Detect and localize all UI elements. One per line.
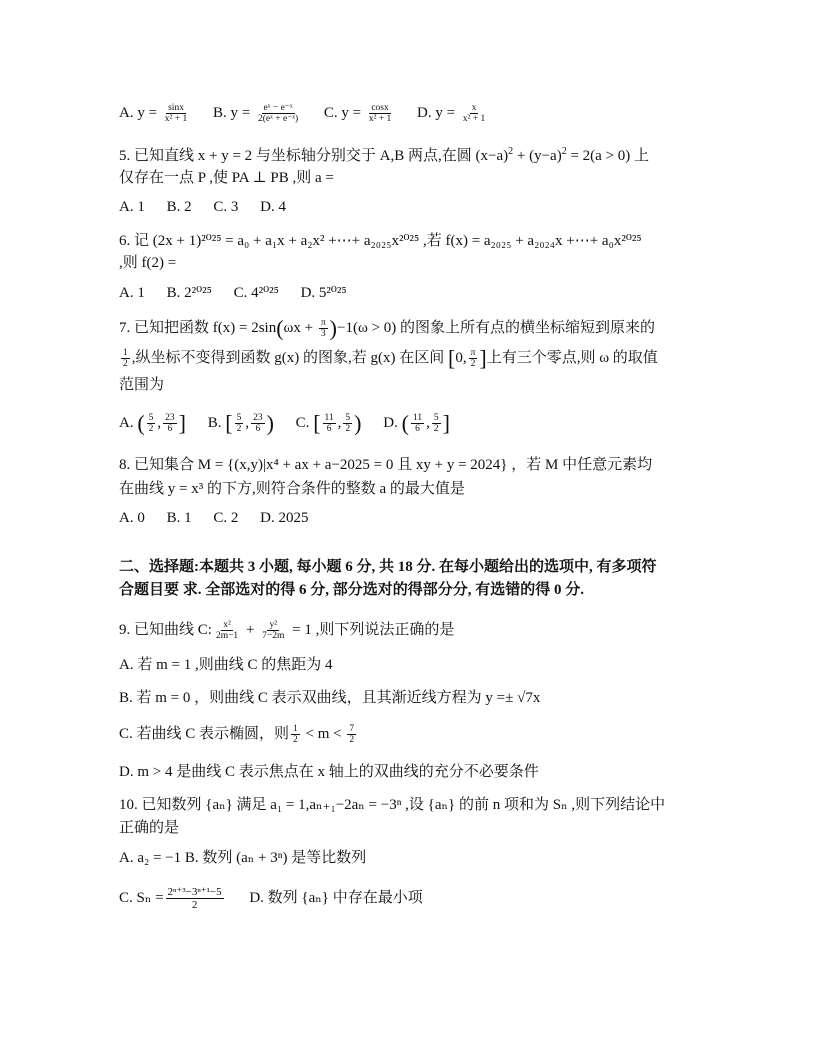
q9-text-a: 9. 已知曲线 C:	[119, 622, 212, 638]
q4-c-den: x² + 1	[368, 114, 392, 125]
q7-interval-num: π	[470, 348, 476, 359]
q7-d-f1n: 11	[412, 413, 423, 424]
q7-b-f2d: 6	[255, 424, 261, 435]
q7-c-f1n: 11	[324, 413, 334, 424]
q7-d-lbr: (	[401, 410, 409, 436]
q5-text-c: = 2(a > 0) 上	[566, 148, 650, 164]
q6-option-c: C. 4²⁰²⁵	[233, 285, 279, 301]
q9-c-mid: < m <	[301, 726, 346, 742]
q7-b-rbr: )	[266, 410, 274, 436]
q6-stem-line2: ,则 f(2) =	[119, 255, 177, 271]
q7-interval-right: ]	[479, 345, 487, 371]
q9-c-f1n: 1	[293, 724, 298, 735]
q9-frac-y-den: 7−2m	[262, 631, 285, 642]
q9-option-c	[119, 724, 358, 745]
q9-frac-y-num: y²	[269, 620, 278, 631]
q8-stem-line1: 8. 已知集合 M = {(x,y)|x⁴ + ax + a−2025 = 0 且 xy + y = 2024} ，若 M 中任意元素均	[119, 457, 653, 473]
q7-option-d: D. ( $\frac{11}{6}$ , $\frac{5}{2}$ ]	[383, 410, 450, 436]
q4-a-den: x² + 1	[164, 114, 188, 125]
q8-stem-line2: 在曲线 y = x³ 的下方,则符合条件的整数 a 的最大值是	[119, 481, 465, 497]
q4-options	[119, 103, 507, 124]
q7-half	[121, 348, 130, 369]
q6-options	[119, 283, 365, 303]
q7-b-f1d: 2	[236, 424, 242, 435]
q9-c-f2d: 2	[349, 735, 355, 746]
q7-a-f2	[163, 413, 177, 434]
section2-heading-line2: 合题目要 求. 全部选对的得 6 分, 部分选对的得部分分, 有选错的得 0 分.	[119, 582, 585, 598]
q7-option-b: B. [ $\frac{5}{2}$ , $\frac{23}{6}$ )	[207, 410, 274, 436]
q4-b-den: 2(eˣ + e⁻ˣ)	[257, 114, 299, 125]
q7-text-b: −1(ω > 0) 的图象上所有点的横坐标缩短到原来的	[337, 320, 656, 336]
q5-exp1: 2	[508, 146, 514, 157]
q7-c-f2n: 5	[345, 413, 351, 424]
q7-half-den: 2	[123, 359, 128, 370]
q7-a-f2n: 23	[165, 413, 175, 424]
q9-frac-x	[214, 620, 240, 641]
q6-option-b: B. 2²⁰²⁵	[166, 285, 212, 301]
q4-b-num: eˣ − e⁻ˣ	[263, 103, 293, 114]
q7-a-rbr: ]	[178, 410, 186, 436]
q9-text-b: = 1 ,则下列说法正确的是	[288, 622, 455, 638]
q7-c-f2d: 2	[345, 424, 351, 435]
q7-a-f2d: 6	[167, 424, 173, 435]
q9-frac-y	[260, 620, 286, 641]
q5-exp2: 2	[561, 146, 567, 157]
q9-frac-x-den: 2m−1	[215, 631, 239, 642]
q7-b-label: B.	[207, 415, 222, 431]
q8-options	[119, 508, 326, 528]
q10-stem-line1: 10. 已知数列 {aₙ} 满足 a₁ = 1,aₙ₊₁−2aₙ = −3ⁿ ,设 {aₙ} 的前 n 项和为 Sₙ ,则下列结论中	[119, 797, 666, 813]
q4-a-num: sinx	[168, 103, 184, 114]
q9-stem	[119, 620, 454, 641]
q7-text-d: 上有三个零点,则 ω 的取值	[486, 350, 658, 366]
q4-option-a	[119, 103, 195, 125]
q10-c-label: C. Sₙ =	[119, 889, 164, 906]
q4-option-b	[213, 103, 306, 125]
q9-option-d: D. m > 4 是曲线 C 表示焦点在 x 轴上的双曲线的充分不必要条件	[119, 764, 539, 780]
q7-d-rbr: ]	[442, 410, 450, 436]
q4-a-label: A. y =	[119, 105, 158, 121]
q4-b-label: B. y =	[213, 105, 251, 121]
q7-c-f2	[343, 413, 352, 434]
q7-text-a: 7. 已知把函数 f(x) = 2sin	[119, 320, 277, 336]
q9-c-f2	[347, 724, 356, 745]
q7-d-f2d: 2	[433, 424, 439, 435]
q9-c-f1d: 2	[293, 735, 298, 746]
q7-b-f1n: 5	[236, 413, 242, 424]
q10-stem-line2: 正确的是	[119, 820, 180, 836]
q7-c-f1d: 6	[326, 424, 332, 435]
q7-stem-line1	[119, 315, 656, 341]
q7-paren-right: )	[329, 315, 337, 341]
q7-c-label: C.	[295, 415, 310, 431]
q7-option-c: C. [ $\frac{11}{6}$ , $\frac{5}{2}$ )	[295, 410, 362, 436]
q7-interval-left: [	[447, 345, 456, 371]
q4-c-label: C. y =	[323, 105, 362, 121]
q7-a-f1	[147, 413, 156, 434]
q7-a-f1d: 2	[148, 424, 154, 435]
q7-interval-zero: 0,	[455, 350, 467, 366]
q9-c-text: C. 若曲线 C 表示椭圆，则	[119, 726, 290, 742]
q7-a-f1n: 5	[148, 413, 154, 424]
q6-stem-line1: 6. 记 (2x + 1)²⁰²⁵ = a₀ + a₁x + a₂x² +⋯+ a₂₀₂₅x²⁰²⁵ ,若 f(x) = a₂₀₂₅ + a₂₀₂₄x +⋯+ a₀x²⁰²⁵	[119, 233, 642, 249]
q8-option-d: D. 2025	[260, 510, 309, 526]
q7-c-lbr: [	[313, 410, 321, 436]
q4-d-num: x	[471, 103, 477, 114]
q7-b-lbr: [	[225, 410, 233, 436]
q7-half-num: 1	[123, 348, 128, 359]
q8-option-c: C. 2	[213, 510, 239, 526]
q7-d-f2	[432, 413, 441, 434]
q6-option-a: A. 1	[119, 285, 145, 301]
q9-option-a: A. 若 m = 1 ,则曲线 C 的焦距为 4	[119, 657, 333, 673]
q7-d-f1d: 6	[415, 424, 420, 435]
q5-stem-line2: 仅存在一点 P ,使 PA ⊥ PB ,则 a =	[119, 170, 334, 186]
q7-paren-left: (	[276, 315, 284, 341]
section2-heading-line1: 二、选择题:本题共 3 小题, 每小题 6 分, 共 18 分. 在每小题给出的选项中, 有多项符	[119, 559, 657, 575]
q7-interval-frac	[469, 348, 478, 369]
q4-c-fraction	[367, 103, 393, 124]
q10-c-fraction	[166, 886, 224, 911]
q4-d-label: D. y =	[417, 105, 456, 121]
q7-a-lbr: (	[137, 410, 145, 436]
q7-b-f2n: 23	[253, 413, 263, 424]
q9-option-b: B. 若 m = 0 ，则曲线 C 表示双曲线，且其渐近线方程为 y =± √7x	[119, 690, 541, 706]
q7-options	[119, 410, 468, 436]
q5-text-a: 5. 已知直线 x + y = 2 与坐标轴分别交于 A,B 两点,在圆 (x−a)	[119, 148, 509, 164]
q4-a-fraction	[163, 103, 189, 124]
q7-stem-line3: 范围为	[119, 377, 165, 393]
q5-option-b: B. 2	[166, 199, 192, 215]
q7-d-label: D.	[383, 415, 398, 431]
q10-c-den: 2	[191, 899, 198, 911]
q5-options	[119, 197, 304, 217]
q5-option-d: D. 4	[260, 199, 286, 215]
q10-options-ab: A. a₂ = −1 B. 数列 (aₙ + 3ⁿ) 是等比数列	[119, 850, 367, 866]
q7-text-c: ,纵坐标不变得到函数 g(x) 的图象,若 g(x) 在区间	[131, 350, 445, 366]
q7-d-f2n: 5	[433, 413, 439, 424]
q4-option-c	[323, 103, 399, 125]
q7-paren-inner: ωx +	[283, 320, 317, 336]
q5-text-b: + (y−a)	[513, 148, 562, 164]
q10-options-cd	[119, 886, 423, 911]
q5-option-a: A. 1	[119, 199, 145, 215]
q7-pi-den: 3	[320, 329, 326, 340]
q7-a-label: A.	[119, 415, 134, 431]
q7-c-f1	[323, 413, 336, 434]
q9-c-f2n: 7	[349, 724, 355, 735]
q9-c-f1	[291, 724, 300, 745]
q9-plus: +	[242, 622, 259, 638]
q4-b-fraction	[256, 103, 300, 124]
q8-option-a: A. 0	[119, 510, 145, 526]
q7-pi-num: π	[320, 318, 326, 329]
q10-c-num: 2ⁿ⁺³−3ⁿ⁺¹−5	[167, 886, 222, 898]
q10-option-d: D. 数列 {aₙ} 中存在最小项	[249, 889, 423, 906]
q4-d-fraction	[461, 103, 487, 124]
q5-stem-line1	[119, 146, 649, 166]
q6-option-d: D. 5²⁰²⁵	[300, 285, 347, 301]
q5-option-c: C. 3	[213, 199, 239, 215]
q7-option-a: A. ( $\frac{5}{2}$ , $\frac{23}{6}$ ]	[119, 410, 186, 436]
q7-interval-den: 2	[470, 359, 476, 370]
q7-b-f1	[235, 413, 244, 434]
q8-option-b: B. 1	[166, 510, 192, 526]
q7-c-rbr: )	[354, 410, 362, 436]
q7-pi-third	[319, 318, 328, 339]
q4-c-num: cosx	[371, 103, 389, 114]
q9-frac-x-num: x²	[223, 620, 231, 631]
q7-d-f1	[411, 413, 424, 434]
q7-b-f2	[251, 413, 265, 434]
q7-stem-line2	[119, 345, 658, 371]
q4-option-d	[417, 103, 489, 125]
q4-d-den: x² + 1	[462, 114, 486, 125]
